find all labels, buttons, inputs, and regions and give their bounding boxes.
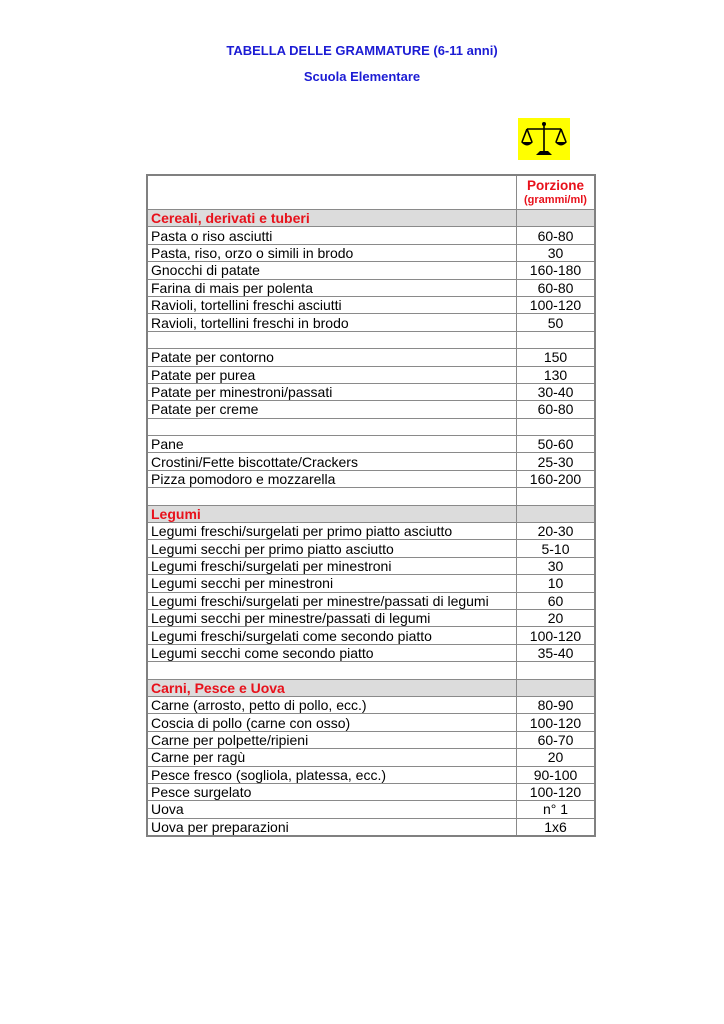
table-row — [147, 818, 595, 836]
food-label: Farina di mais per polenta — [147, 279, 517, 296]
table-row — [147, 783, 595, 800]
category-value-cell — [517, 505, 596, 522]
header-portion-cell — [517, 175, 596, 210]
food-label: Legumi freschi/surgelati per primo piatto asciutto — [147, 523, 517, 540]
table-row — [147, 523, 595, 540]
blank-row — [147, 488, 595, 505]
header-label-cell — [147, 175, 517, 210]
food-label: Uova per preparazioni — [147, 818, 517, 836]
page-title: TABELLA DELLE GRAMMATURE (6-11 anni) — [226, 43, 498, 58]
table-row — [147, 262, 595, 279]
portion-value: 160-180 — [517, 262, 596, 279]
table-row — [147, 383, 595, 400]
table-row — [147, 436, 595, 453]
food-label: Gnocchi di patate — [147, 262, 517, 279]
table-row — [147, 609, 595, 626]
food-label: Carne per polpette/ripieni — [147, 731, 517, 748]
blank-cell — [147, 418, 517, 435]
food-label: Pesce fresco (sogliola, platessa, ecc.) — [147, 766, 517, 783]
portion-value: 160-200 — [517, 470, 596, 487]
portion-value: 20 — [517, 609, 596, 626]
portion-value: 80-90 — [517, 696, 596, 713]
portion-value: 60-70 — [517, 731, 596, 748]
food-label: Legumi secchi per minestroni — [147, 575, 517, 592]
portion-value: n° 1 — [517, 801, 596, 818]
blank-cell — [517, 488, 596, 505]
portion-value: 100-120 — [517, 627, 596, 644]
blank-cell — [147, 488, 517, 505]
food-label: Patate per purea — [147, 366, 517, 383]
table-row — [147, 401, 595, 418]
portion-value: 1x6 — [517, 818, 596, 836]
portion-value: 100-120 — [517, 296, 596, 313]
blank-row — [147, 418, 595, 435]
blank-cell — [517, 418, 596, 435]
portion-column-header: Porzione — [526, 178, 584, 193]
blank-cell — [147, 331, 517, 348]
portion-value: 20 — [517, 749, 596, 766]
table-row — [147, 731, 595, 748]
blank-cell — [517, 662, 596, 679]
table-row — [147, 227, 595, 244]
portion-value: 25-30 — [517, 453, 596, 470]
table-row — [147, 801, 595, 818]
category-row — [147, 210, 595, 227]
food-label: Pane — [147, 436, 517, 453]
food-label: Coscia di pollo (carne con osso) — [147, 714, 517, 731]
portion-value: 150 — [517, 349, 596, 366]
portion-value: 60-80 — [517, 279, 596, 296]
table-row — [147, 696, 595, 713]
portion-value: 30 — [517, 244, 596, 261]
table-row — [147, 540, 595, 557]
food-label: Pasta, riso, orzo o simili in brodo — [147, 244, 517, 261]
food-label: Legumi freschi/surgelati per minestre/passati di legumi — [147, 592, 517, 609]
table-row — [147, 470, 595, 487]
table-row — [147, 575, 595, 592]
portion-value: 20-30 — [517, 523, 596, 540]
portion-value: 100-120 — [517, 783, 596, 800]
table-row — [147, 314, 595, 331]
category-value-cell — [517, 210, 596, 227]
portion-value: 60-80 — [517, 401, 596, 418]
food-label: Patate per creme — [147, 401, 517, 418]
category-value-cell — [517, 679, 596, 696]
portion-value: 30-40 — [517, 383, 596, 400]
blank-cell — [147, 662, 517, 679]
food-label: Legumi secchi per minestre/passati di legumi — [147, 609, 517, 626]
category-label: Cereali, derivati e tuberi — [147, 210, 517, 227]
food-label: Ravioli, tortellini freschi in brodo — [147, 314, 517, 331]
blank-row — [147, 331, 595, 348]
portion-table — [146, 174, 596, 837]
table-row — [147, 592, 595, 609]
category-label: Carni, Pesce e Uova — [147, 679, 517, 696]
portion-value: 50-60 — [517, 436, 596, 453]
table-row — [147, 627, 595, 644]
food-label: Pizza pomodoro e mozzarella — [147, 470, 517, 487]
food-label: Carne (arrosto, petto di pollo, ecc.) — [147, 696, 517, 713]
portion-value: 10 — [517, 575, 596, 592]
portion-value: 35-40 — [517, 644, 596, 661]
food-label: Legumi freschi/surgelati come secondo piatto — [147, 627, 517, 644]
table-row — [147, 349, 595, 366]
table-row — [147, 244, 595, 261]
portion-value: 5-10 — [517, 540, 596, 557]
food-label: Pesce surgelato — [147, 783, 517, 800]
food-label: Legumi freschi/surgelati per minestroni — [147, 557, 517, 574]
food-label: Patate per minestroni/passati — [147, 383, 517, 400]
scales-of-justice-icon — [518, 118, 570, 160]
food-label: Pasta o riso asciutti — [147, 227, 517, 244]
blank-row — [147, 662, 595, 679]
food-label: Legumi secchi per primo piatto asciutto — [147, 540, 517, 557]
food-label: Crostini/Fette biscottate/Crackers — [147, 453, 517, 470]
table-row — [147, 557, 595, 574]
portion-column-unit: (grammi/ml) — [524, 194, 587, 206]
table-row — [147, 279, 595, 296]
portion-value: 50 — [517, 314, 596, 331]
table-row — [147, 453, 595, 470]
table-row — [147, 296, 595, 313]
food-label: Carne per ragù — [147, 749, 517, 766]
category-row — [147, 505, 595, 522]
food-label: Uova — [147, 801, 517, 818]
portion-value: 30 — [517, 557, 596, 574]
food-label: Patate per contorno — [147, 349, 517, 366]
blank-cell — [517, 331, 596, 348]
food-label: Legumi secchi come secondo piatto — [147, 644, 517, 661]
portion-value: 100-120 — [517, 714, 596, 731]
portion-value: 60 — [517, 592, 596, 609]
category-label: Legumi — [147, 505, 517, 522]
table-header-row — [147, 175, 595, 210]
food-label: Ravioli, tortellini freschi asciutti — [147, 296, 517, 313]
table-row — [147, 714, 595, 731]
portion-value: 130 — [517, 366, 596, 383]
portion-value: 90-100 — [517, 766, 596, 783]
table-row — [147, 644, 595, 661]
table-row — [147, 366, 595, 383]
portion-value: 60-80 — [517, 227, 596, 244]
page-subtitle: Scuola Elementare — [303, 69, 421, 84]
category-row — [147, 679, 595, 696]
table-row — [147, 766, 595, 783]
table-row — [147, 749, 595, 766]
